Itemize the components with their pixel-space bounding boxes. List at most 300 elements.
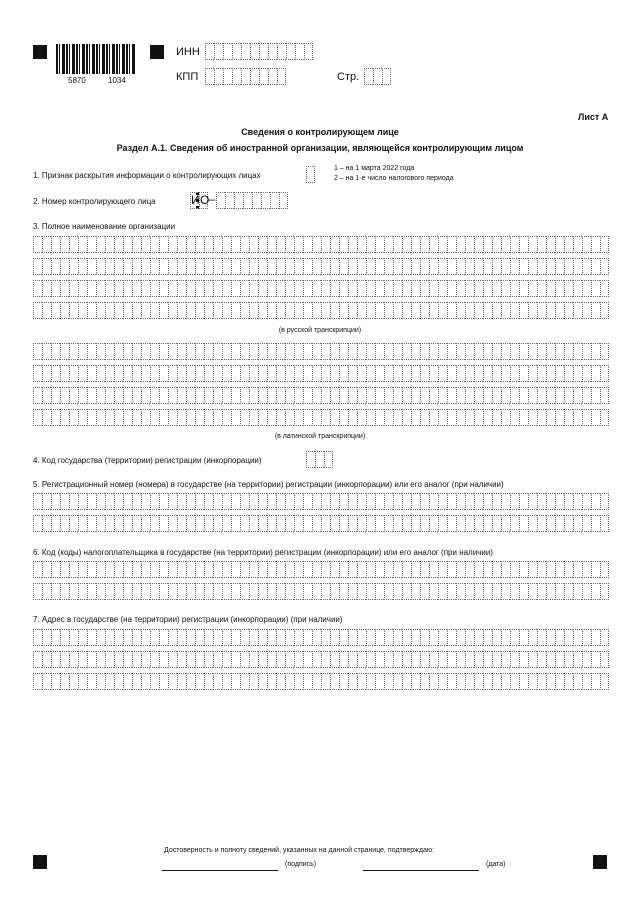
entry-cell[interactable] — [105, 673, 114, 690]
entry-cell[interactable] — [78, 302, 87, 319]
entry-cell[interactable] — [222, 280, 231, 297]
entry-cell[interactable] — [204, 280, 213, 297]
entry-cell[interactable] — [402, 515, 411, 532]
entry-cell[interactable] — [96, 673, 105, 690]
entry-cell[interactable] — [250, 43, 259, 60]
entry-cell[interactable] — [42, 561, 51, 578]
entry-cell[interactable] — [60, 280, 69, 297]
entry-cell[interactable] — [150, 561, 159, 578]
entry-cell[interactable] — [150, 651, 159, 668]
entry-cell[interactable] — [573, 302, 582, 319]
entry-cell[interactable] — [321, 409, 330, 426]
entry-cell[interactable] — [87, 673, 96, 690]
entry-cell[interactable] — [375, 302, 384, 319]
entry-cell[interactable] — [240, 258, 249, 275]
entry-cell[interactable] — [312, 343, 321, 360]
entry-cell[interactable] — [465, 343, 474, 360]
entry-cell[interactable] — [150, 515, 159, 532]
entry-cell[interactable] — [267, 515, 276, 532]
entry-cell[interactable] — [528, 236, 537, 253]
entry-cell[interactable] — [222, 515, 231, 532]
entry-cell[interactable] — [519, 629, 528, 646]
entry-cell[interactable] — [465, 561, 474, 578]
entry-cell[interactable] — [42, 387, 51, 404]
entry-cell[interactable] — [411, 629, 420, 646]
entry-cell[interactable] — [249, 651, 258, 668]
entry-cell[interactable] — [222, 258, 231, 275]
entry-cell[interactable] — [555, 629, 564, 646]
entry-cell[interactable] — [294, 493, 303, 510]
entry-cell[interactable] — [366, 343, 375, 360]
entry-cell[interactable] — [132, 387, 141, 404]
entry-cell[interactable] — [564, 629, 573, 646]
entry-cell[interactable] — [519, 258, 528, 275]
entry-cell[interactable] — [168, 629, 177, 646]
entry-cell[interactable] — [591, 365, 600, 382]
entry-cell[interactable] — [555, 583, 564, 600]
entry-cell[interactable] — [420, 409, 429, 426]
entry-cell[interactable] — [348, 409, 357, 426]
entry-cell[interactable] — [51, 493, 60, 510]
entry-cell[interactable] — [42, 409, 51, 426]
entry-cell[interactable] — [600, 365, 609, 382]
entry-cell[interactable] — [78, 236, 87, 253]
entry-cell[interactable] — [240, 236, 249, 253]
entry-cell[interactable] — [96, 302, 105, 319]
entry-cell[interactable] — [222, 409, 231, 426]
entry-cell[interactable] — [114, 343, 123, 360]
entry-cell[interactable] — [177, 561, 186, 578]
entry-cell[interactable] — [96, 583, 105, 600]
entry-cell[interactable] — [214, 43, 223, 60]
entry-cell[interactable] — [573, 365, 582, 382]
entry-cell[interactable] — [250, 68, 259, 85]
entry-cell[interactable] — [492, 629, 501, 646]
entry-cell[interactable] — [492, 236, 501, 253]
entry-cell[interactable] — [222, 365, 231, 382]
entry-cell[interactable] — [447, 365, 456, 382]
entry-row[interactable] — [33, 365, 609, 382]
entry-cell[interactable] — [519, 409, 528, 426]
entry-cell[interactable] — [141, 387, 150, 404]
entry-cell[interactable] — [474, 280, 483, 297]
entry-cell[interactable] — [123, 365, 132, 382]
entry-cell[interactable] — [573, 493, 582, 510]
entry-cell[interactable] — [276, 302, 285, 319]
entry-cell[interactable] — [168, 236, 177, 253]
entry-cell[interactable] — [456, 629, 465, 646]
entry-cell[interactable] — [105, 651, 114, 668]
entry-cell[interactable] — [393, 280, 402, 297]
entry-cell[interactable] — [105, 493, 114, 510]
entry-cell[interactable] — [177, 302, 186, 319]
entry-cell[interactable] — [501, 280, 510, 297]
entry-cell[interactable] — [303, 409, 312, 426]
entry-cell[interactable] — [591, 302, 600, 319]
entry-cell[interactable] — [348, 629, 357, 646]
entry-cell[interactable] — [294, 583, 303, 600]
entry-cell[interactable] — [429, 493, 438, 510]
entry-cell[interactable] — [600, 629, 609, 646]
entry-cell[interactable] — [114, 651, 123, 668]
entry-cell[interactable] — [141, 515, 150, 532]
entry-cell[interactable] — [492, 651, 501, 668]
entry-cell[interactable] — [33, 673, 42, 690]
entry-cell[interactable] — [78, 493, 87, 510]
entry-cell[interactable] — [324, 451, 333, 468]
entry-cell[interactable] — [195, 236, 204, 253]
entry-cell[interactable] — [510, 387, 519, 404]
entry-row[interactable] — [33, 258, 609, 275]
entry-cell[interactable] — [141, 493, 150, 510]
entry-cell[interactable] — [402, 493, 411, 510]
entry-cell[interactable] — [51, 651, 60, 668]
entry-cell[interactable] — [87, 493, 96, 510]
entry-cell[interactable] — [474, 365, 483, 382]
entry-cell[interactable] — [456, 515, 465, 532]
entry-cell[interactable] — [330, 236, 339, 253]
entry-cell[interactable] — [195, 409, 204, 426]
entry-cell[interactable] — [258, 651, 267, 668]
entry-cell[interactable] — [231, 343, 240, 360]
entry-cell[interactable] — [456, 409, 465, 426]
entry-cell[interactable] — [474, 302, 483, 319]
entry-cell[interactable] — [573, 258, 582, 275]
entry-cell[interactable] — [60, 561, 69, 578]
entry-cell[interactable] — [483, 343, 492, 360]
entry-cell[interactable] — [60, 493, 69, 510]
entry-cell[interactable] — [222, 561, 231, 578]
entry-cell[interactable] — [33, 629, 42, 646]
entry-cell[interactable] — [465, 583, 474, 600]
entry-cell[interactable] — [231, 651, 240, 668]
entry-row[interactable] — [33, 343, 609, 360]
entry-cell[interactable] — [438, 387, 447, 404]
entry-cell[interactable] — [582, 258, 591, 275]
entry-cell[interactable] — [268, 43, 277, 60]
entry-cell[interactable] — [279, 192, 288, 209]
entry-cell[interactable] — [195, 258, 204, 275]
entry-cell[interactable] — [204, 409, 213, 426]
entry-cell[interactable] — [438, 651, 447, 668]
entry-cell[interactable] — [33, 387, 42, 404]
entry-cell[interactable] — [42, 583, 51, 600]
entry-cell[interactable] — [438, 561, 447, 578]
entry-cell[interactable] — [249, 280, 258, 297]
entry-cell[interactable] — [258, 258, 267, 275]
entry-cell[interactable] — [456, 561, 465, 578]
entry-cell[interactable] — [96, 365, 105, 382]
entry-cell[interactable] — [277, 43, 286, 60]
entry-cell[interactable] — [177, 258, 186, 275]
entry-cell[interactable] — [375, 673, 384, 690]
entry-cell[interactable] — [258, 561, 267, 578]
entry-cell[interactable] — [582, 387, 591, 404]
entry-cell[interactable] — [501, 515, 510, 532]
entry-cell[interactable] — [96, 561, 105, 578]
entry-cell[interactable] — [501, 493, 510, 510]
entry-cell[interactable] — [447, 515, 456, 532]
entry-cell[interactable] — [87, 302, 96, 319]
entry-cell[interactable] — [303, 258, 312, 275]
entry-cell[interactable] — [357, 515, 366, 532]
entry-cell[interactable] — [330, 673, 339, 690]
entry-cell[interactable] — [222, 629, 231, 646]
entry-cell[interactable] — [33, 583, 42, 600]
entry-cell[interactable] — [312, 651, 321, 668]
entry-cell[interactable] — [249, 515, 258, 532]
entry-cell[interactable] — [69, 629, 78, 646]
entry-cell[interactable] — [537, 583, 546, 600]
entry-cell[interactable] — [483, 387, 492, 404]
entry-cell[interactable] — [339, 409, 348, 426]
entry-cell[interactable] — [393, 515, 402, 532]
entry-cell[interactable] — [304, 43, 313, 60]
entry-cell[interactable] — [270, 192, 279, 209]
entry-cell[interactable] — [241, 43, 250, 60]
entry-cell[interactable] — [555, 236, 564, 253]
entry-cell[interactable] — [276, 387, 285, 404]
entry-cell[interactable] — [123, 236, 132, 253]
entry-cell[interactable] — [150, 302, 159, 319]
entry-cell[interactable] — [483, 583, 492, 600]
entry-cell[interactable] — [33, 280, 42, 297]
entry-cell[interactable] — [51, 302, 60, 319]
entry-cell[interactable] — [375, 258, 384, 275]
entry-cell[interactable] — [519, 583, 528, 600]
entry-cell[interactable] — [591, 236, 600, 253]
entry-cell[interactable] — [276, 493, 285, 510]
entry-cell[interactable] — [465, 651, 474, 668]
entry-cell[interactable] — [348, 651, 357, 668]
entry-cell[interactable] — [231, 387, 240, 404]
entry-cell[interactable] — [411, 236, 420, 253]
entry-cell[interactable] — [312, 365, 321, 382]
entry-cell[interactable] — [177, 651, 186, 668]
entry-cell[interactable] — [213, 583, 222, 600]
entry-cell[interactable] — [150, 583, 159, 600]
entry-cell[interactable] — [537, 629, 546, 646]
entry-cell[interactable] — [474, 236, 483, 253]
entry-cell[interactable] — [366, 583, 375, 600]
entry-cell[interactable] — [177, 280, 186, 297]
entry-cell[interactable] — [303, 673, 312, 690]
entry-cell[interactable] — [429, 561, 438, 578]
entry-cell[interactable] — [150, 280, 159, 297]
entry-cell[interactable] — [483, 302, 492, 319]
entry-cell[interactable] — [60, 629, 69, 646]
entry-cell[interactable] — [564, 258, 573, 275]
entry-cell[interactable] — [582, 365, 591, 382]
entry-cell[interactable] — [186, 387, 195, 404]
entry-cell[interactable] — [546, 561, 555, 578]
entry-cell[interactable] — [231, 258, 240, 275]
entry-cell[interactable] — [600, 493, 609, 510]
entry-cell[interactable] — [186, 236, 195, 253]
entry-cell[interactable] — [69, 365, 78, 382]
entry-cell[interactable] — [69, 515, 78, 532]
entry-cell[interactable] — [204, 651, 213, 668]
entry-cell[interactable] — [429, 515, 438, 532]
entry-cell[interactable] — [78, 387, 87, 404]
entry-cell[interactable] — [402, 409, 411, 426]
entry-cell[interactable] — [382, 68, 391, 85]
entry-cell[interactable] — [546, 387, 555, 404]
entry-cell[interactable] — [276, 258, 285, 275]
entry-cell[interactable] — [357, 343, 366, 360]
entry-cell[interactable] — [429, 258, 438, 275]
entry-cell[interactable] — [234, 192, 243, 209]
entry-cell[interactable] — [528, 258, 537, 275]
entry-cell[interactable] — [285, 515, 294, 532]
entry-cell[interactable] — [357, 280, 366, 297]
entry-cell[interactable] — [123, 409, 132, 426]
entry-cell[interactable] — [294, 236, 303, 253]
entry-cell[interactable] — [150, 409, 159, 426]
entry-cell[interactable] — [105, 387, 114, 404]
entry-cell[interactable] — [258, 515, 267, 532]
entry-cell[interactable] — [303, 629, 312, 646]
entry-cell[interactable] — [357, 387, 366, 404]
entry-cell[interactable] — [114, 387, 123, 404]
entry-cell[interactable] — [294, 280, 303, 297]
entry-cell[interactable] — [96, 280, 105, 297]
entry-cell[interactable] — [375, 515, 384, 532]
entry-cell[interactable] — [87, 365, 96, 382]
entry-cell[interactable] — [321, 258, 330, 275]
entry-cell[interactable] — [438, 629, 447, 646]
entry-cell[interactable] — [96, 651, 105, 668]
entry-cell[interactable] — [267, 629, 276, 646]
entry-cell[interactable] — [420, 629, 429, 646]
entry-cell[interactable] — [195, 583, 204, 600]
entry-cell[interactable] — [114, 583, 123, 600]
entry-cell[interactable] — [555, 302, 564, 319]
entry-cell[interactable] — [546, 365, 555, 382]
entry-cell[interactable] — [465, 236, 474, 253]
entry-cell[interactable] — [123, 583, 132, 600]
entry-cell[interactable] — [33, 515, 42, 532]
entry-cell[interactable] — [528, 409, 537, 426]
entry-cell[interactable] — [600, 302, 609, 319]
entry-cell[interactable] — [294, 409, 303, 426]
entry-cell[interactable] — [357, 493, 366, 510]
entry-cell[interactable] — [96, 236, 105, 253]
entry-cell[interactable] — [240, 515, 249, 532]
entry-cell[interactable] — [258, 365, 267, 382]
entry-cell[interactable] — [105, 365, 114, 382]
entry-cell[interactable] — [214, 68, 223, 85]
entry-cell[interactable] — [168, 280, 177, 297]
entry-cell[interactable] — [348, 258, 357, 275]
page-cells[interactable] — [364, 68, 391, 85]
entry-cell[interactable] — [429, 629, 438, 646]
entry-cell[interactable] — [591, 387, 600, 404]
entry-cell[interactable] — [276, 583, 285, 600]
entry-cell[interactable] — [501, 236, 510, 253]
entry-cell[interactable] — [564, 343, 573, 360]
entry-cell[interactable] — [582, 673, 591, 690]
entry-cell[interactable] — [402, 365, 411, 382]
entry-cell[interactable] — [294, 365, 303, 382]
entry-cell[interactable] — [60, 651, 69, 668]
entry-cell[interactable] — [105, 515, 114, 532]
entry-cell[interactable] — [546, 583, 555, 600]
entry-cell[interactable] — [204, 629, 213, 646]
date-line[interactable] — [363, 870, 479, 871]
entry-cell[interactable] — [438, 258, 447, 275]
entry-cell[interactable] — [465, 673, 474, 690]
entry-cell[interactable] — [42, 236, 51, 253]
entry-cell[interactable] — [501, 651, 510, 668]
entry-cell[interactable] — [132, 493, 141, 510]
entry-cell[interactable] — [159, 258, 168, 275]
entry-cell[interactable] — [114, 365, 123, 382]
entry-cell[interactable] — [483, 365, 492, 382]
entry-cell[interactable] — [519, 302, 528, 319]
entry-cell[interactable] — [537, 561, 546, 578]
entry-cell[interactable] — [159, 409, 168, 426]
entry-cell[interactable] — [69, 409, 78, 426]
entry-cell[interactable] — [87, 651, 96, 668]
entry-cell[interactable] — [150, 236, 159, 253]
entry-cell[interactable] — [429, 365, 438, 382]
entry-cell[interactable] — [321, 673, 330, 690]
entry-cell[interactable] — [267, 302, 276, 319]
entry-cell[interactable] — [393, 236, 402, 253]
entry-cell[interactable] — [465, 365, 474, 382]
entry-cell[interactable] — [267, 561, 276, 578]
entry-cell[interactable] — [141, 258, 150, 275]
entry-cell[interactable] — [357, 302, 366, 319]
entry-cell[interactable] — [465, 387, 474, 404]
entry-cell[interactable] — [78, 409, 87, 426]
entry-cell[interactable] — [168, 673, 177, 690]
entry-cell[interactable] — [240, 387, 249, 404]
entry-cell[interactable] — [375, 583, 384, 600]
entry-cell[interactable] — [258, 236, 267, 253]
entry-cell[interactable] — [141, 651, 150, 668]
entry-cell[interactable] — [447, 651, 456, 668]
entry-cell[interactable] — [96, 387, 105, 404]
entry-cell[interactable] — [96, 258, 105, 275]
entry-cell[interactable] — [591, 629, 600, 646]
entry-cell[interactable] — [51, 583, 60, 600]
entry-cell[interactable] — [402, 583, 411, 600]
entry-cell[interactable] — [78, 515, 87, 532]
entry-cell[interactable] — [231, 365, 240, 382]
entry-cell[interactable] — [315, 451, 324, 468]
entry-cell[interactable] — [582, 515, 591, 532]
entry-cell[interactable] — [51, 629, 60, 646]
entry-cell[interactable] — [60, 409, 69, 426]
entry-cell[interactable] — [393, 651, 402, 668]
entry-cell[interactable] — [555, 673, 564, 690]
entry-cell[interactable] — [375, 365, 384, 382]
entry-cell[interactable] — [249, 258, 258, 275]
entry-cell[interactable] — [261, 192, 270, 209]
entry-cell[interactable] — [87, 561, 96, 578]
entry-cell[interactable] — [204, 302, 213, 319]
entry-cell[interactable] — [573, 651, 582, 668]
entry-cell[interactable] — [123, 651, 132, 668]
entry-cell[interactable] — [528, 343, 537, 360]
entry-cell[interactable] — [537, 258, 546, 275]
entry-cell[interactable] — [393, 673, 402, 690]
entry-cell[interactable] — [222, 343, 231, 360]
entry-cell[interactable] — [276, 409, 285, 426]
entry-cell[interactable] — [465, 302, 474, 319]
